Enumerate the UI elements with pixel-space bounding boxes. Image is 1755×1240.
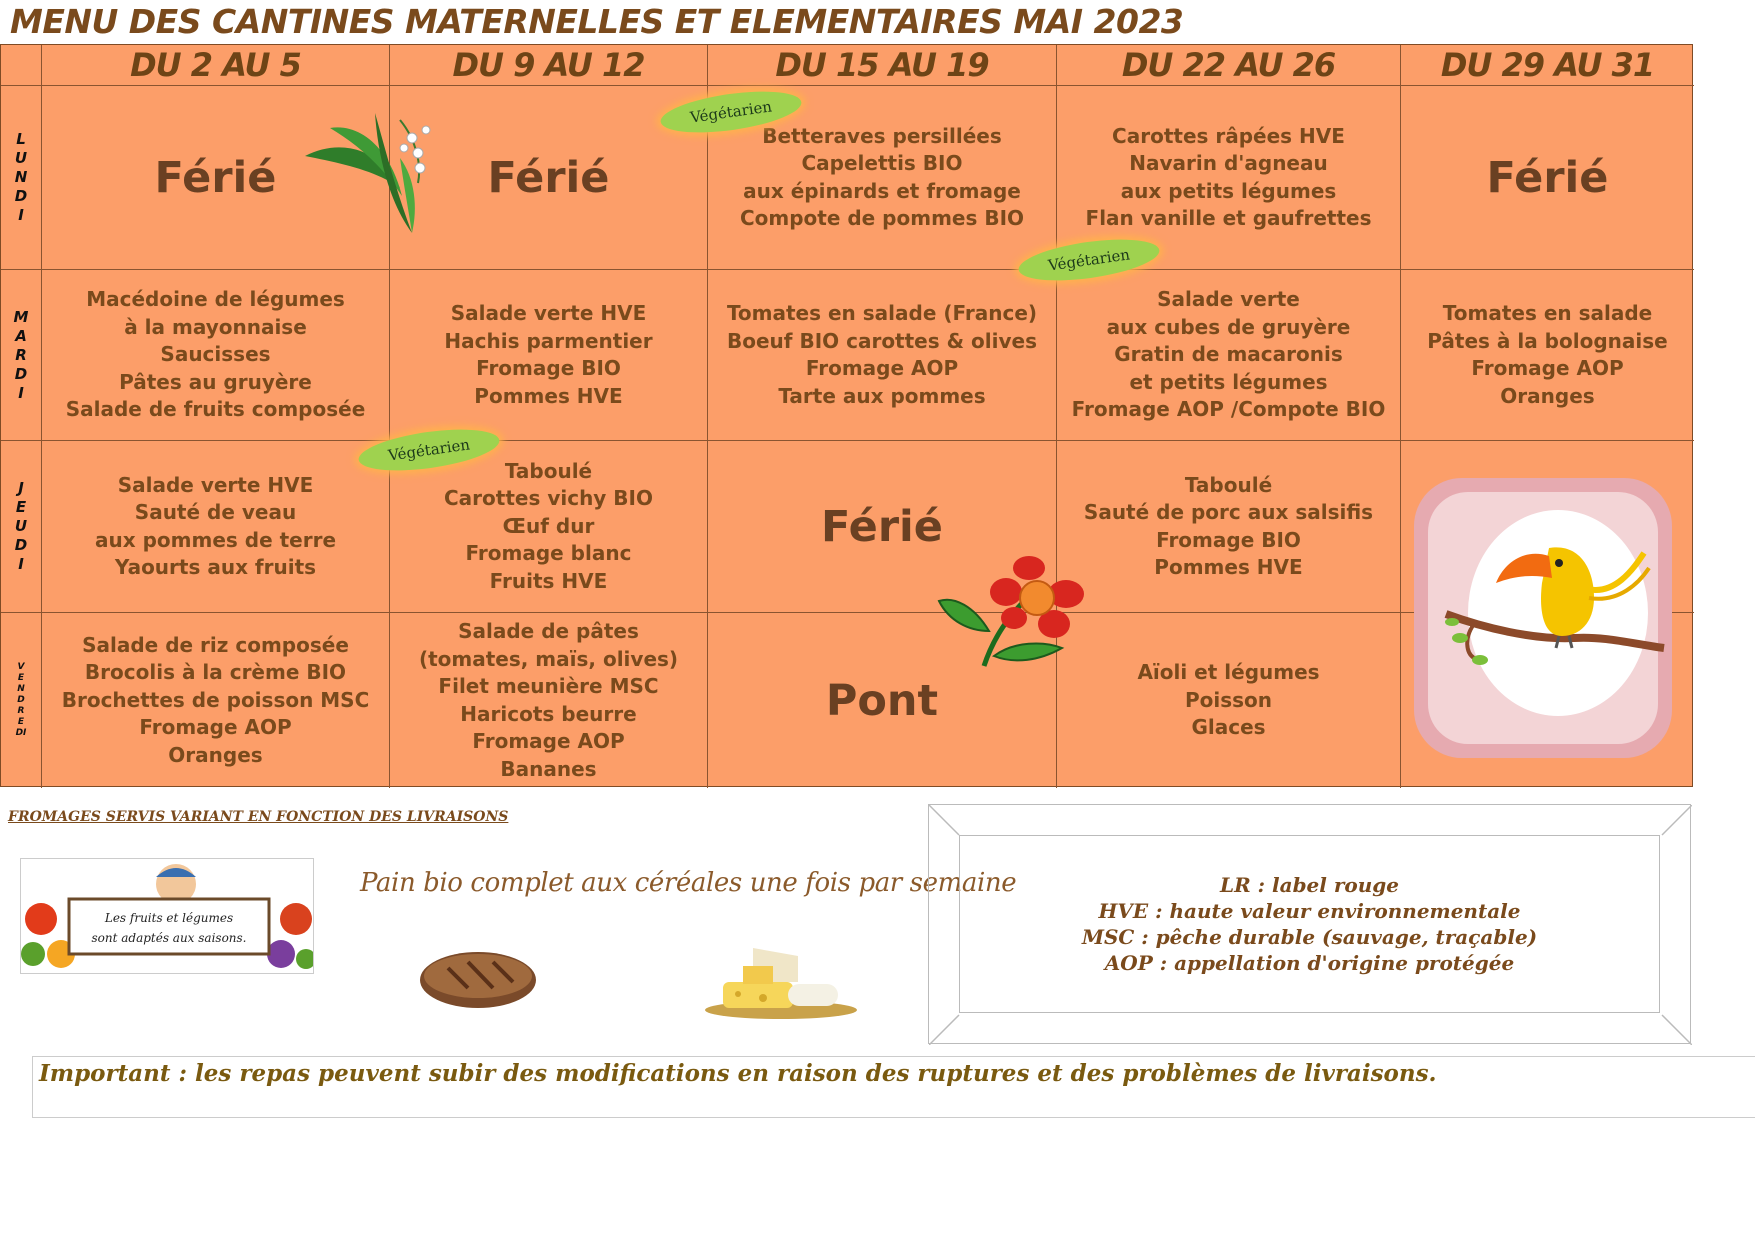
menu-cell (390, 270, 708, 441)
meal-line: Salade de fruits composée (65, 397, 366, 422)
menu-cell (1057, 270, 1401, 441)
meal-line: Oranges (1500, 383, 1595, 408)
legend-box (928, 804, 1691, 1044)
menu-cell-holiday: Férié (708, 441, 1057, 613)
meal-line: Fromage AOP (472, 729, 625, 753)
meal-line: Taboulé (504, 458, 593, 483)
menu-cell-holiday: Pont (708, 613, 1057, 788)
meal-line: aux épinards et fromage (743, 178, 1021, 203)
menu-cell (42, 441, 390, 613)
meal-line: Flan vanille et gaufrettes (1085, 206, 1372, 230)
meal-line: Haricots beurre (460, 701, 637, 726)
menu-cell (1057, 441, 1401, 613)
day-letter: I (18, 206, 24, 224)
legend-line: HVE : haute valeur environnementale (1098, 899, 1521, 923)
day-letter: E (15, 498, 27, 516)
day-letter: D (14, 364, 28, 383)
day-letter: M (13, 307, 29, 326)
meal-line: Aïoli et légumes (1137, 660, 1320, 685)
cheese-icon (703, 938, 859, 1020)
day-letter: D (17, 695, 25, 705)
day-letter: E (17, 673, 25, 683)
vegetarian-badge: Végétarien (1016, 232, 1162, 287)
meal-line: Fromage AOP (805, 356, 959, 380)
toucan-bird-icon (1444, 528, 1666, 718)
week-header: DU 9 AU 12 (390, 45, 708, 86)
day-label-lundi (1, 86, 42, 270)
bread-icon (418, 948, 538, 1010)
meal-line: Tarte aux pommes (778, 383, 986, 408)
meal-line: Fromage BIO (1156, 527, 1301, 552)
meal-line: Fromage AOP /Compote BIO (1071, 397, 1386, 422)
meal-line: aux pommes de terre (94, 527, 337, 552)
cheese-note: FROMAGES SERVIS VARIANT EN FONCTION DES LIVRAISONS (8, 809, 509, 825)
meal-line: aux cubes de gruyère (1106, 314, 1351, 339)
meal-line: Sauté de porc aux salsifis (1083, 500, 1374, 524)
menu-cell (1057, 613, 1401, 788)
meal-line: Filet meunière MSC (438, 674, 659, 698)
meal-line: Saucisses (160, 342, 271, 367)
menu-cell-holiday: Férié (390, 86, 708, 270)
meal-line: Fruits HVE (489, 568, 608, 593)
meal-line: Boeuf BIO carottes & olives (727, 328, 1037, 353)
corner-cell (1, 45, 42, 86)
meal-line: Bananes (500, 756, 597, 781)
meal-line: Brocolis à la crème BIO (84, 660, 347, 685)
day-letter: I (18, 555, 24, 573)
menu-cell (708, 270, 1057, 441)
meal-line: Salade verte HVE (450, 301, 647, 325)
day-letter: R (17, 706, 25, 716)
meal-line: Fromage blanc (465, 541, 632, 566)
day-letter: N (14, 168, 28, 186)
menu-cell (42, 613, 390, 788)
bread-note: Pain bio complet aux céréales une fois par semaine (360, 868, 1017, 898)
day-letter: DI (15, 728, 27, 738)
day-letter: D (14, 536, 28, 554)
week-header: DU 2 AU 5 (42, 45, 390, 86)
lily-of-the-valley-icon (300, 108, 450, 238)
day-letter: D (14, 187, 28, 205)
meal-line: Pâtes au gruyère (119, 369, 312, 394)
meal-line: Oranges (168, 742, 263, 767)
day-letter: L (16, 130, 26, 148)
day-label-jeudi (1, 441, 42, 613)
legend-line: AOP : appellation d'origine protégée (1104, 951, 1515, 975)
meal-line: Tomates en salade (France) (726, 301, 1038, 325)
page-title: MENU DES CANTINES MATERNELLES ET ELEMENTAIRES MAI 2023 (10, 2, 1184, 41)
meal-line: Tomates en salade (1442, 301, 1653, 325)
fruits-card-line: sont adaptés aux saisons. (91, 931, 247, 945)
day-label-mardi (1, 270, 42, 441)
meal-line: Salade verte HVE (117, 472, 314, 497)
meal-line: Salade de riz composée (82, 632, 349, 657)
meal-line: Taboulé (1184, 472, 1273, 497)
meal-line: Sauté de veau (134, 500, 297, 524)
toucan-card (1414, 478, 1672, 758)
meal-line: Carottes vichy BIO (443, 486, 653, 511)
meal-line: Navarin d'agneau (1129, 151, 1328, 175)
meal-line: Compote de pommes BIO (739, 206, 1025, 230)
day-letter: J (18, 479, 24, 497)
week-header: DU 29 AU 31 (1401, 45, 1694, 86)
meal-line: Carottes râpées HVE (1112, 123, 1345, 148)
legend-line: LR : label rouge (1220, 873, 1399, 897)
meal-line: aux petits légumes (1120, 178, 1337, 203)
day-letter: R (15, 345, 27, 364)
meal-line: Capelettis BIO (801, 151, 963, 175)
meal-line: Glaces (1191, 715, 1266, 740)
red-flower-icon (934, 556, 1092, 674)
menu-cell-holiday: Férié (1401, 86, 1694, 270)
meal-line: à la mayonnaise (124, 314, 307, 339)
day-letter: U (14, 517, 28, 535)
meal-line: Gratin de macaronis (1114, 342, 1343, 367)
day-letter: A (15, 326, 27, 345)
meal-line: Betteraves persillées (762, 123, 1002, 148)
menu-cell (42, 270, 390, 441)
meal-line: Pommes HVE (1154, 555, 1303, 579)
week-header: DU 22 AU 26 (1057, 45, 1401, 86)
important-notice: Important : les repas peuvent subir des modifications en raison des ruptures et des problèmes de livraisons. (32, 1056, 1755, 1118)
day-letter: V (17, 662, 25, 672)
meal-line: Pâtes à la bolognaise (1427, 328, 1668, 353)
meal-line: et petits légumes (1129, 369, 1328, 394)
meal-line: Pommes HVE (474, 383, 623, 408)
meal-line: Yaourts aux fruits (114, 555, 317, 579)
meal-line: Brochettes de poisson MSC (61, 687, 370, 712)
menu-cell (390, 613, 708, 788)
meal-line: (tomates, maïs, olives) (418, 646, 679, 671)
menu-cell (1401, 270, 1694, 441)
week-header: DU 15 AU 19 (708, 45, 1057, 86)
meal-line: Macédoine de légumes (86, 287, 345, 312)
meal-line: Salade de pâtes (458, 619, 639, 643)
meal-line: Œuf dur (502, 513, 595, 538)
vegetarian-badge: Végétarien (658, 84, 804, 139)
meal-line: Fromage AOP (1471, 356, 1624, 380)
day-letter: E (17, 717, 25, 727)
vegetarian-badge: Végétarien (356, 422, 502, 477)
day-letter: U (14, 149, 28, 167)
day-letter: I (18, 383, 24, 402)
day-label-vendredi (1, 613, 42, 788)
meal-line: Fromage BIO (476, 356, 621, 380)
fruits-card-line: Les fruits et légumes (104, 911, 234, 925)
day-letter: N (17, 684, 25, 694)
legend-line: MSC : pêche durable (sauvage, traçable) (1081, 925, 1538, 949)
meal-line: Salade verte (1157, 287, 1300, 312)
menu-cell-holiday: Férié (42, 86, 390, 270)
meal-line: Poisson (1184, 687, 1273, 712)
fruits-vegetables-card (20, 858, 314, 974)
meal-line: Fromage AOP (139, 715, 292, 740)
meal-line: Hachis parmentier (444, 328, 653, 353)
